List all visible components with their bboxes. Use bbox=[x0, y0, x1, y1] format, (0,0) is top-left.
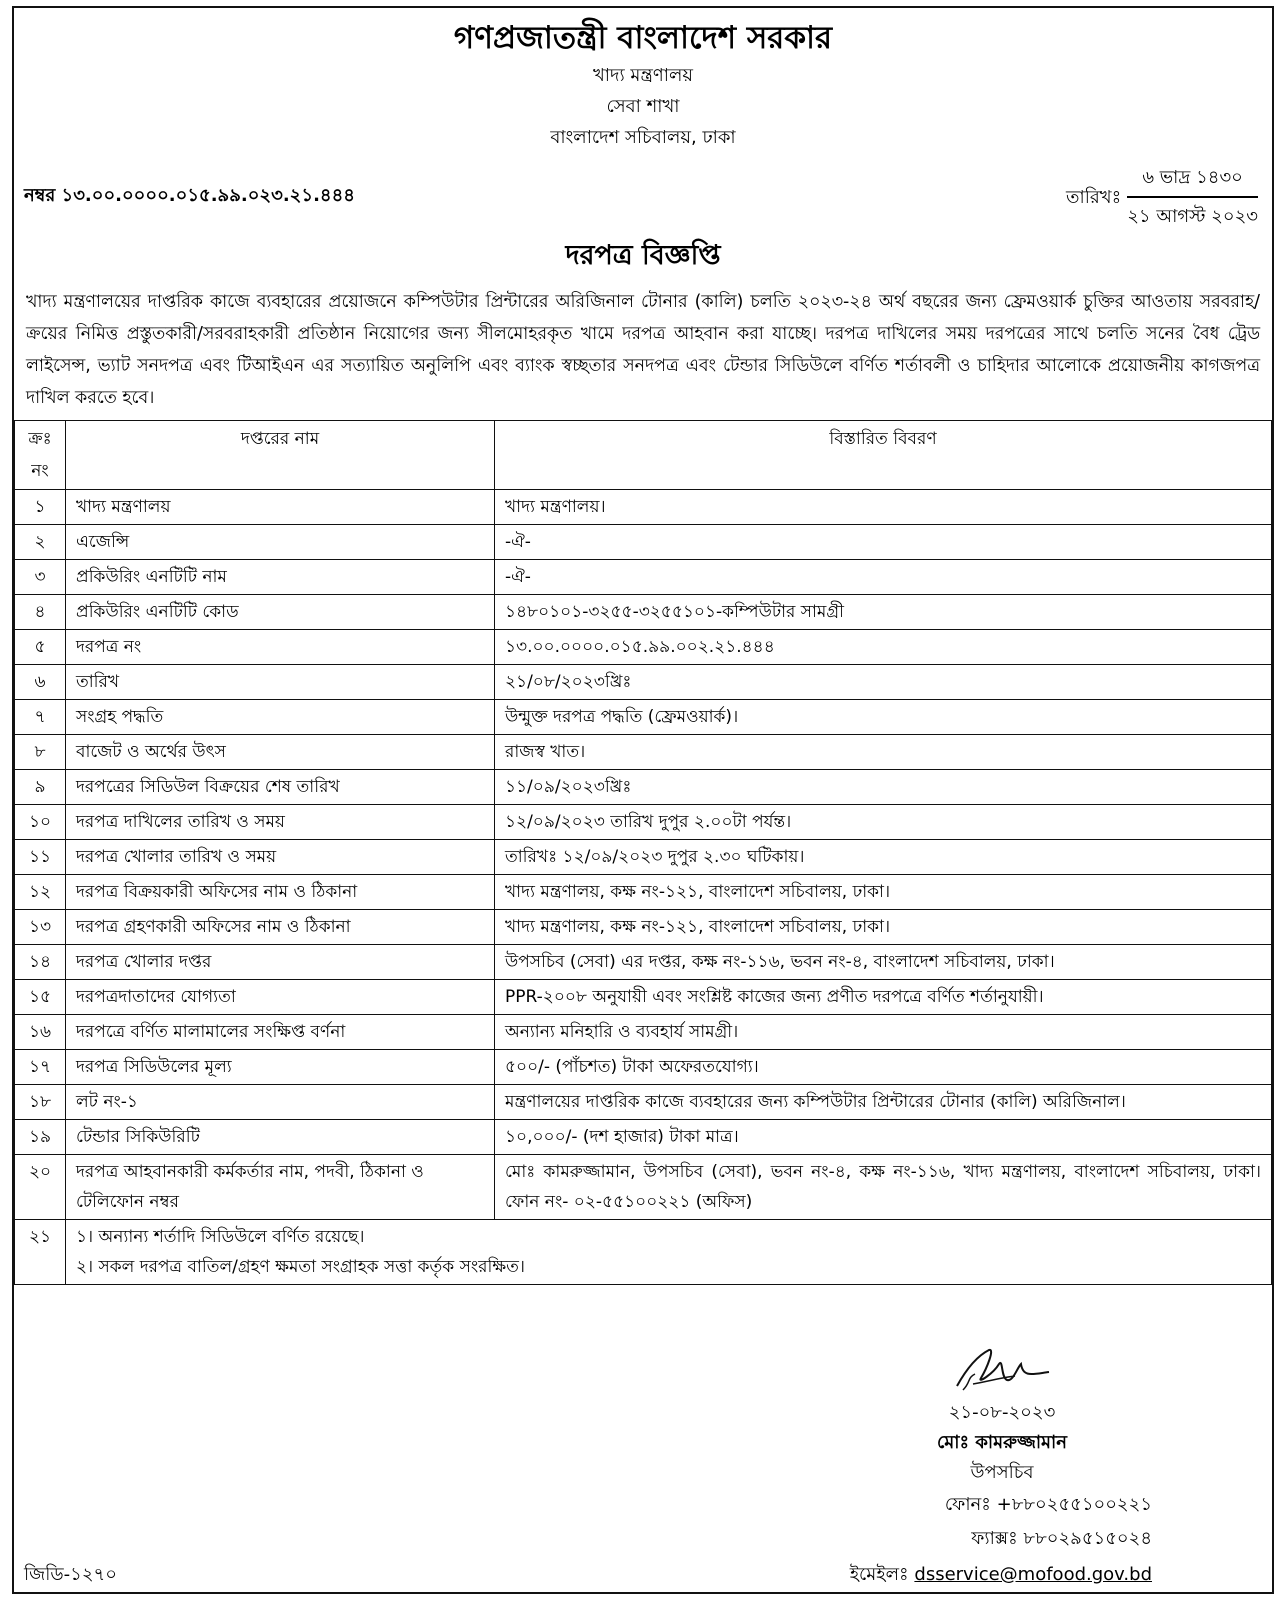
row-serial: ২ bbox=[15, 525, 66, 560]
table-row bbox=[15, 770, 1272, 805]
row-serial: ৬ bbox=[15, 665, 66, 700]
memo-row bbox=[14, 159, 1272, 225]
table-row bbox=[15, 945, 1272, 980]
fax-number: ফ্যাক্সঃ ৮৮০২৯৫১৫০২৪ bbox=[971, 1528, 1152, 1549]
row-office-name: সংগ্রহ পদ্ধতি bbox=[66, 700, 495, 735]
row-serial: ১৭ bbox=[15, 1050, 66, 1085]
table-header-row bbox=[15, 421, 1272, 490]
table-row bbox=[15, 595, 1272, 630]
phone-number: ফোনঃ +৮৮০২৫৫১০০২২১ bbox=[944, 1494, 1152, 1515]
signature-date: ২১-০৮-২০২৩ bbox=[948, 1402, 1056, 1423]
table-row bbox=[15, 1120, 1272, 1155]
row-serial: ৫ bbox=[15, 630, 66, 665]
table-row bbox=[15, 875, 1272, 910]
row-office-name: দরপত্রদাতাদের যোগ্যতা bbox=[66, 980, 495, 1015]
row-serial: ৭ bbox=[15, 700, 66, 735]
date-english: ২১ আগস্ট ২০২৩ bbox=[1127, 206, 1258, 227]
row-office-name: বাজেট ও অর্থের উৎস bbox=[66, 735, 495, 770]
email-link[interactable]: dsservice@mofood.gov.bd bbox=[914, 1564, 1152, 1585]
row-office-name: খাদ্য মন্ত্রণালয় bbox=[66, 490, 495, 525]
row-detail: খাদ্য মন্ত্রণালয়, কক্ষ নং-১২১, বাংলাদেশ সচিবালয়, ঢাকা। bbox=[495, 910, 1272, 945]
tender-notice-page bbox=[12, 6, 1274, 1594]
row-serial: ১ bbox=[15, 490, 66, 525]
ministry-name: খাদ্য মন্ত্রণালয় bbox=[592, 65, 694, 86]
notice-intro: খাদ্য মন্ত্রণালয়ের দাপ্তরিক কাজে ব্যবহারের প্রয়োজনে কম্পিউটার প্রিন্টারের অরিজিনাল টোনার (কালি) চলতি ২০২৩-২৪ অর্থ বছরের জন্য ফ্রেমওয়ার্ক চুক্তির আওতায় সরবরাহ/ক্রয়ের নিমিত্ত প্রস্তুতকারী/সরবরাহকারী প্রতিষ্ঠান নিয়োগের জন্য সীলমোহরকৃত খামে দরপত্র আহবান করা যাচ্ছে। দরপত্র দাখিলের সময় দরপত্রের সাথে চলতি সনের বৈধ ট্রেড লাইসেন্স, ভ্যাট সনদপত্র এবং টিআইএন এর সত্যায়িত অনুলিপি এবং ব্যাংক স্বচ্ছতার সনদপত্র এবং টেন্ডার সিডিউলে বর্ণিত শর্তাবলী ও চাহিদার আলোকে প্রয়োজনীয় কাগজপত্র দাখিল করতে হবে। bbox=[26, 292, 1260, 408]
row-office-name: প্রকিউরিং এনটিটি কোড bbox=[66, 595, 495, 630]
row-serial: ৯ bbox=[15, 770, 66, 805]
row-office-name: দরপত্র গ্রহণকারী অফিসের নাম ও ঠিকানা bbox=[66, 910, 495, 945]
row-office-name: দরপত্রের সিডিউল বিক্রয়ের শেষ তারিখ bbox=[66, 770, 495, 805]
row-office-name: দরপত্র খোলার তারিখ ও সময় bbox=[66, 840, 495, 875]
table-row bbox=[15, 560, 1272, 595]
date-label: তারিখঃ bbox=[1066, 186, 1122, 208]
table-row bbox=[15, 910, 1272, 945]
memo-date bbox=[1066, 163, 1258, 233]
row-serial: ১৪ bbox=[15, 945, 66, 980]
table-row bbox=[15, 700, 1272, 735]
row-office-name: দরপত্র বিক্রয়কারী অফিসের নাম ও ঠিকানা bbox=[66, 875, 495, 910]
row-serial: ৩ bbox=[15, 560, 66, 595]
date-stack bbox=[1127, 163, 1258, 233]
row-office-name: দরপত্রে বর্ণিত মালামালের সংক্ষিপ্ত বর্ণনা bbox=[66, 1015, 495, 1050]
row-office-name: দরপত্র আহবানকারী কর্মকর্তার নাম, পদবী, ঠিকানা ও টেলিফোন নম্বর bbox=[66, 1155, 495, 1220]
row-office-name: দরপত্র খোলার দপ্তর bbox=[66, 945, 495, 980]
table-row-notes bbox=[15, 1220, 1272, 1285]
row-serial: ১২ bbox=[15, 875, 66, 910]
signatory-name: মোঃ কামরুজ্জামান bbox=[936, 1432, 1068, 1453]
tender-table bbox=[14, 420, 1272, 1285]
office-address: বাংলাদেশ সচিবালয়, ঢাকা bbox=[550, 127, 736, 148]
signature-mark bbox=[937, 1338, 1067, 1398]
row-serial: ১৩ bbox=[15, 910, 66, 945]
table-row bbox=[15, 1155, 1272, 1220]
row-detail: রাজস্ব খাত। bbox=[495, 735, 1272, 770]
row-detail: ৫০০/- (পাঁচশত) টাকা অফেরতযোগ্য। bbox=[495, 1050, 1272, 1085]
row-serial: ১০ bbox=[15, 805, 66, 840]
row-detail: তারিখঃ ১২/০৯/২০২৩ দুপুর ২.৩০ ঘটিকায়। bbox=[495, 840, 1272, 875]
row-serial: ৮ bbox=[15, 735, 66, 770]
row-serial: ১৯ bbox=[15, 1120, 66, 1155]
memo-number: নম্বর ১৩.০০.০০০০.০১৫.৯৯.০২৩.২১.৪৪৪ bbox=[24, 185, 355, 206]
notes-cell bbox=[66, 1220, 1272, 1285]
gd-number: জিডি-১২৭০ bbox=[24, 1564, 117, 1585]
row-office-name: দরপত্র দাখিলের তারিখ ও সময় bbox=[66, 805, 495, 840]
row-detail: খাদ্য মন্ত্রণালয়, কক্ষ নং-১২১, বাংলাদেশ সচিবালয়, ঢাকা। bbox=[495, 875, 1272, 910]
row-detail: উন্মুক্ত দরপত্র পদ্ধতি (ফ্রেমওয়ার্ক)। bbox=[495, 700, 1272, 735]
row-detail: ১৩.০০.০০০০.০১৫.৯৯.০০২.২১.৪৪৪ bbox=[495, 630, 1272, 665]
table-row bbox=[15, 840, 1272, 875]
header-details: বিস্তারিত বিবরণ bbox=[495, 421, 1272, 490]
email-line bbox=[850, 1560, 1152, 1591]
row-detail: ১৪৮০১০১-৩২৫৫-৩২৫৫১০১-কম্পিউটার সামগ্রী bbox=[495, 595, 1272, 630]
table-row bbox=[15, 490, 1272, 525]
branch-name: সেবা শাখা bbox=[606, 96, 680, 117]
table-row bbox=[15, 1050, 1272, 1085]
signature-block bbox=[872, 1338, 1132, 1488]
row-office-name: দরপত্র নং bbox=[66, 630, 495, 665]
row-detail: মন্ত্রণালয়ের দাপ্তরিক কাজে ব্যবহারের জন্য কম্পিউটার প্রিন্টারের টোনার (কালি) অরিজিনাল। bbox=[495, 1085, 1272, 1120]
row-detail: অন্যান্য মনিহারি ও ব্যবহার্য সামগ্রী। bbox=[495, 1015, 1272, 1050]
header bbox=[14, 8, 1272, 153]
row-detail: খাদ্য মন্ত্রণালয়। bbox=[495, 490, 1272, 525]
table-row bbox=[15, 525, 1272, 560]
row-serial: ১৮ bbox=[15, 1085, 66, 1120]
row-serial: ২১ bbox=[15, 1220, 66, 1285]
row-serial: ১৫ bbox=[15, 980, 66, 1015]
table-row bbox=[15, 735, 1272, 770]
row-office-name: এজেন্সি bbox=[66, 525, 495, 560]
header-office-name: দপ্তরের নাম bbox=[66, 421, 495, 490]
header-serial: ক্রঃ নং bbox=[15, 421, 66, 490]
row-serial: ৪ bbox=[15, 595, 66, 630]
table-row bbox=[15, 1015, 1272, 1050]
row-detail: -ঐ- bbox=[495, 560, 1272, 595]
table-row bbox=[15, 665, 1272, 700]
row-serial: ১১ bbox=[15, 840, 66, 875]
row-office-name: টেন্ডার সিকিউরিটি bbox=[66, 1120, 495, 1155]
table-row bbox=[15, 805, 1272, 840]
row-detail: PPR-২০০৮ অনুযায়ী এবং সংশ্লিষ্ট কাজের জন্য প্রণীত দরপত্রে বর্ণিত শর্তানুযায়ী। bbox=[495, 980, 1272, 1015]
row-office-name: দরপত্র সিডিউলের মূল্য bbox=[66, 1050, 495, 1085]
notice-title: দরপত্র বিজ্ঞপ্তি bbox=[565, 240, 721, 271]
row-detail: ১১/০৯/২০২৩খ্রিঃ bbox=[495, 770, 1272, 805]
row-office-name: লট নং-১ bbox=[66, 1085, 495, 1120]
row-detail: ১২/০৯/২০২৩ তারিখ দুপুর ২.০০টা পর্যন্ত। bbox=[495, 805, 1272, 840]
row-detail: ১০,০০০/- (দশ হাজার) টাকা মাত্র। bbox=[495, 1120, 1272, 1155]
row-detail: মোঃ কামরুজ্জামান, উপসচিব (সেবা), ভবন নং-৪, কক্ষ নং-১১৬, খাদ্য মন্ত্রণালয়, বাংলাদেশ সচিবালয়, ঢাকা। ফোন নং- ০২-৫৫১০০২২১ (অফিস) bbox=[495, 1155, 1272, 1220]
row-detail: ২১/০৮/২০২৩খ্রিঃ bbox=[495, 665, 1272, 700]
note-item: ২। সকল দরপত্র বাতিল/গ্রহণ ক্ষমতা সংগ্রাহক সত্তা কর্তৃক সংরক্ষিত। bbox=[76, 1257, 525, 1277]
row-office-name: তারিখ bbox=[66, 665, 495, 700]
signatory-designation: উপসচিব bbox=[970, 1462, 1034, 1483]
date-bangla: ৬ ভাদ্র ১৪৩০ bbox=[1127, 163, 1258, 198]
row-detail: উপসচিব (সেবা) এর দপ্তর, কক্ষ নং-১১৬, ভবন নং-৪, বাংলাদেশ সচিবালয়, ঢাকা। bbox=[495, 945, 1272, 980]
note-item: ১। অন্যান্য শর্তাদি সিডিউলে বর্ণিত রয়েছে। bbox=[76, 1227, 365, 1247]
email-label: ইমেইলঃ bbox=[849, 1564, 909, 1585]
government-title: গণপ্রজাতন্ত্রী বাংলাদেশ সরকার bbox=[453, 20, 833, 56]
row-office-name: প্রকিউরিং এনটিটি নাম bbox=[66, 560, 495, 595]
row-serial: ১৬ bbox=[15, 1015, 66, 1050]
row-serial: ২০ bbox=[15, 1155, 66, 1220]
row-detail: -ঐ- bbox=[495, 525, 1272, 560]
table-row bbox=[15, 630, 1272, 665]
table-row bbox=[15, 980, 1272, 1015]
table-row bbox=[15, 1085, 1272, 1120]
